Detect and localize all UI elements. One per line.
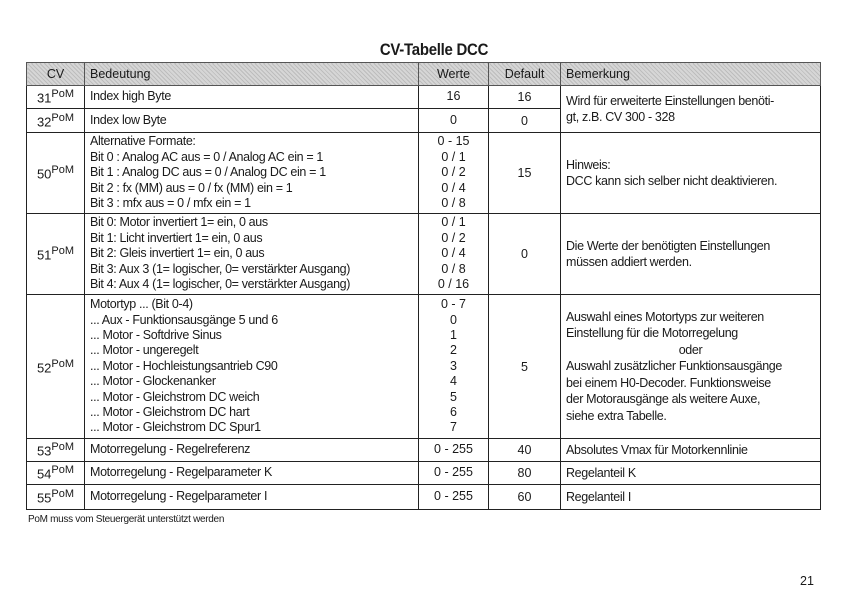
werte-cell	[419, 214, 489, 295]
table-header-row	[27, 63, 821, 86]
cell-line: 5	[450, 389, 457, 404]
cell-line: Absolutes Vmax für Motorkennlinie	[566, 442, 748, 457]
cell-line: ... Motor - Gleichstrom DC hart	[90, 405, 250, 420]
table-row	[27, 214, 821, 295]
cell-line: 0	[450, 112, 457, 127]
bemerkung-cell	[561, 485, 821, 510]
cell-line: 0 / 8	[441, 196, 466, 211]
cv-value: 51	[36, 247, 52, 263]
cell-line: der Motorausgänge als weitere Auxe,	[566, 392, 761, 407]
cell-line: Motorregelung - Regelreferenz	[90, 442, 251, 457]
cell-line: Wird für erweiterte Einstellungen benöti-	[566, 93, 774, 108]
cv-number	[27, 439, 85, 462]
cv-value: 55	[36, 490, 52, 506]
default-cell: 5	[489, 295, 561, 439]
pom-superscript: PoM	[51, 464, 75, 477]
cell-line: 0 - 255	[434, 465, 473, 480]
cell-line: 0 / 1	[441, 215, 466, 230]
cell-line: bei einem H0-Decoder. Funktionsweise	[566, 375, 771, 390]
cell-line: Bit 2 : fx (MM) aus = 0 / fx (MM) ein = 1	[90, 180, 293, 195]
table-row	[27, 485, 821, 510]
cell-line: Motortyp ... (Bit 0-4)	[90, 297, 193, 312]
cell-line: Die Werte der benötigten Einstellungen	[566, 238, 770, 253]
bemerkung-cell	[561, 86, 821, 133]
werte-cell	[419, 462, 489, 485]
cell-line: 16	[446, 89, 461, 104]
bedeutung-cell	[85, 109, 419, 133]
pom-superscript: PoM	[51, 111, 75, 124]
cell-line: ... Motor - Glockenanker	[90, 374, 216, 389]
cell-line: 0 / 16	[437, 277, 470, 292]
cell-line: 6	[450, 405, 457, 420]
cell-line: 0 / 8	[441, 261, 466, 276]
cell-line: oder	[678, 342, 703, 357]
cell-line: 0 / 4	[441, 246, 466, 261]
cv-number	[27, 133, 85, 214]
cv-number	[27, 109, 85, 133]
header-werte: Werte	[419, 63, 489, 86]
cv-value: 32	[36, 114, 52, 130]
pom-superscript: PoM	[51, 488, 75, 501]
cell-line: 2	[450, 343, 457, 358]
cv-table	[26, 62, 821, 510]
default-cell: 0	[489, 109, 561, 133]
header-cv: CV	[27, 63, 85, 86]
cell-line: müssen addiert werden.	[566, 255, 692, 269]
table-row	[27, 295, 821, 439]
cv-value: 52	[36, 360, 52, 376]
cell-line: Motorregelung - Regelparameter K	[90, 465, 272, 480]
cell-line: Index high Byte	[90, 89, 171, 104]
page-title: CV-Tabelle DCC	[379, 40, 489, 59]
cell-line: Bit 0: Motor invertiert 1= ein, 0 aus	[90, 215, 268, 230]
cell-line: DCC kann sich selber nicht deaktivieren.	[566, 174, 778, 188]
bemerkung-cell	[561, 462, 821, 485]
cv-number	[27, 462, 85, 485]
cv-value: 54	[36, 466, 52, 482]
cell-line: Einstellung für die Motorregelung	[566, 326, 738, 341]
cell-line: Bit 1 : Analog DC aus = 0 / Analog DC ein = 1	[90, 165, 326, 180]
pom-superscript: PoM	[51, 245, 75, 258]
werte-cell	[419, 295, 489, 439]
cell-line: Auswahl zusätzlicher Funktionsausgänge	[566, 359, 782, 374]
cell-line: Auswahl eines Motortyps zur weiteren	[566, 310, 764, 325]
bedeutung-cell	[85, 462, 419, 485]
bemerkung-cell	[561, 295, 821, 439]
cell-line: Alternative Formate:	[90, 134, 196, 149]
cv-value: 31	[36, 90, 52, 106]
cell-line: siehe extra Tabelle.	[566, 408, 667, 423]
bedeutung-cell	[85, 485, 419, 510]
cell-line: 0 / 1	[441, 149, 466, 164]
cell-line: Bit 4: Aux 4 (1= logischer, 0= verstärkter Ausgang)	[90, 277, 351, 292]
bedeutung-cell	[85, 133, 419, 214]
cell-line: Bit 1: Licht invertiert 1= ein, 0 aus	[90, 230, 263, 245]
cell-line: 4	[450, 374, 457, 389]
bedeutung-cell	[85, 295, 419, 439]
cell-line: Bit 3 : mfx aus = 0 / mfx ein = 1	[90, 196, 251, 211]
cv-value: 53	[36, 443, 52, 459]
header-default: Default	[489, 63, 561, 86]
table-row	[27, 439, 821, 462]
cell-line: 7	[450, 420, 457, 435]
default-cell: 60	[489, 485, 561, 510]
table-row	[27, 462, 821, 485]
werte-cell	[419, 133, 489, 214]
bemerkung-cell	[561, 133, 821, 214]
werte-cell	[419, 109, 489, 133]
default-cell: 0	[489, 214, 561, 295]
footnote: PoM muss vom Steuergerät unterstützt werden	[28, 514, 225, 525]
cell-line: 0 - 255	[434, 489, 473, 504]
cell-line: ... Motor - Gleichstrom DC Spur1	[90, 420, 261, 435]
bedeutung-cell	[85, 86, 419, 109]
cell-line: Bit 0 : Analog AC aus = 0 / Analog AC ein = 1	[90, 149, 324, 164]
cell-line: Hinweis:	[566, 157, 611, 172]
pom-superscript: PoM	[51, 88, 75, 101]
pom-superscript: PoM	[51, 164, 75, 177]
werte-cell	[419, 485, 489, 510]
header-bemerkung: Bemerkung	[561, 63, 821, 86]
table-row	[27, 86, 821, 109]
cell-line: Bit 2: Gleis invertiert 1= ein, 0 aus	[90, 246, 265, 261]
cell-line: ... Motor - Hochleistungsantrieb C90	[90, 358, 278, 373]
cell-line: 0 / 4	[441, 180, 466, 195]
cv-number	[27, 295, 85, 439]
pom-superscript: PoM	[51, 441, 75, 454]
cell-line: 0 / 2	[441, 165, 466, 180]
default-cell: 15	[489, 133, 561, 214]
cell-line: 3	[450, 358, 457, 373]
cv-number	[27, 214, 85, 295]
page-number: 21	[800, 574, 814, 588]
cell-line: gt, z.B. CV 300 - 328	[566, 110, 675, 124]
default-cell: 80	[489, 462, 561, 485]
bedeutung-cell	[85, 439, 419, 462]
cell-line: Regelanteil I	[566, 489, 631, 504]
cell-line: ... Motor - Softdrive Sinus	[90, 327, 222, 342]
cell-line: ... Aux - Funktionsausgänge 5 und 6	[90, 312, 278, 327]
cell-line: 0 - 7	[440, 297, 466, 312]
default-cell: 16	[489, 86, 561, 109]
cell-line: Motorregelung - Regelparameter I	[90, 489, 268, 504]
cell-line: 0 - 255	[434, 442, 473, 457]
cell-line: 0 - 15	[437, 134, 470, 149]
cell-line: ... Motor - Gleichstrom DC weich	[90, 389, 260, 404]
werte-cell	[419, 86, 489, 109]
cell-line: 0	[450, 312, 457, 327]
werte-cell	[419, 439, 489, 462]
cell-line: 1	[450, 327, 457, 342]
cell-line: Bit 3: Aux 3 (1= logischer, 0= verstärkter Ausgang)	[90, 261, 351, 276]
cell-line: ... Motor - ungeregelt	[90, 343, 199, 358]
cv-number	[27, 485, 85, 510]
table-row	[27, 133, 821, 214]
cv-number	[27, 86, 85, 109]
bedeutung-cell	[85, 214, 419, 295]
cell-line: Index low Byte	[90, 112, 167, 127]
pom-superscript: PoM	[51, 357, 75, 370]
cell-line: Regelanteil K	[566, 465, 636, 480]
header-bedeutung: Bedeutung	[85, 63, 419, 86]
default-cell: 40	[489, 439, 561, 462]
bemerkung-cell	[561, 439, 821, 462]
cv-value: 50	[36, 166, 52, 182]
bemerkung-cell	[561, 214, 821, 295]
cell-line: 0 / 2	[441, 230, 466, 245]
